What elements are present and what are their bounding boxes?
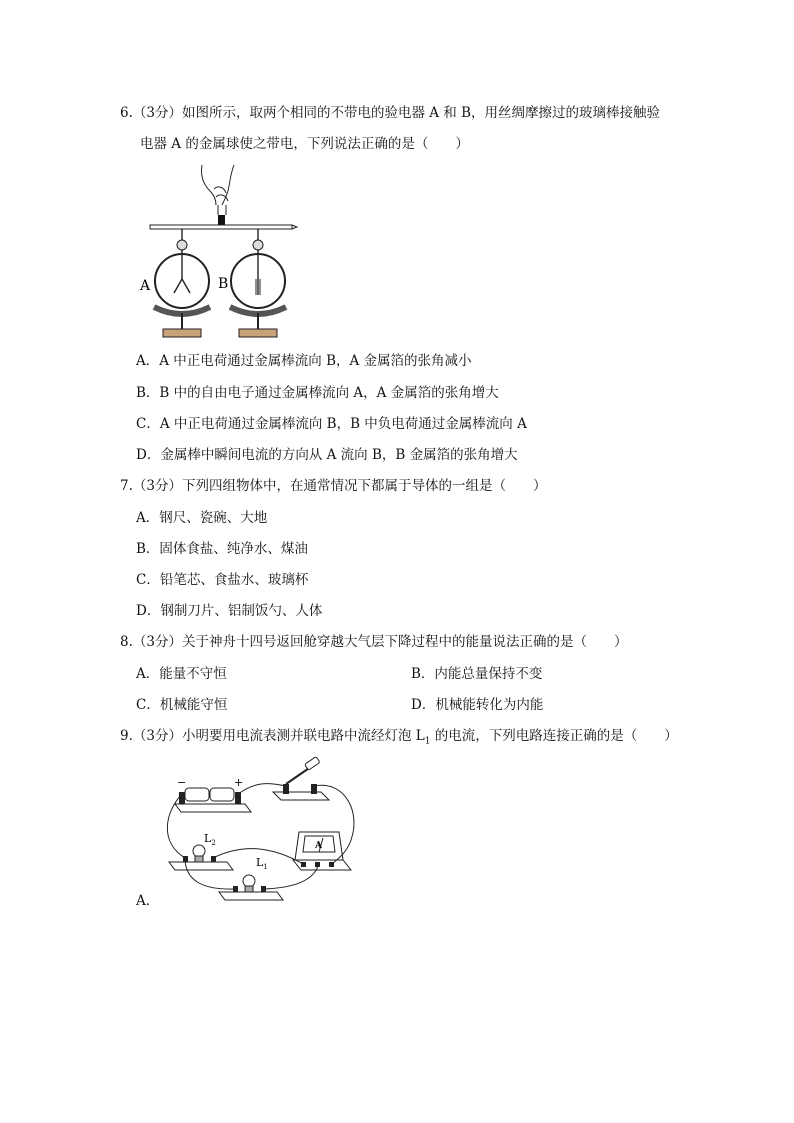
q6-option-b: B．B 中的自由电子通过金属棒流向 A，A 金属箔的张角增大 [136,385,499,401]
hand-drawing [201,165,234,215]
q7-option-b: B．固体食盐、纯净水、煤油 [136,541,308,557]
label-l2: $L_2$ [204,832,216,847]
metal-rod [150,225,292,229]
label-a: A [140,278,151,294]
q9-stem-post: 的电流，下列电路连接正确的是（ ） [430,728,678,744]
electroscope-a [154,229,210,337]
q9-stem [120,727,678,751]
battery-holder [175,788,251,812]
switch [273,757,329,800]
q6-stem-line2: 电器 A 的金属球使之带电，下列说法正确的是（ ） [140,136,469,152]
battery-minus: − [177,776,187,789]
q6-option-c: C．A 中正电荷通过金属棒流向 B，B 中负电荷通过金属棒流向 A [136,416,527,432]
lamp-l2 [169,845,233,870]
q9-stem-sub: 1 [424,736,431,747]
q8-option-b: B．内能总量保持不变 [411,666,543,682]
q7-option-a: A．钢尺、瓷碗、大地 [136,510,268,526]
q6-stem-line1: 6.（3分）如图所示，取两个相同的不带电的验电器 A 和 B，用丝绸摩擦过的玻璃棒接触验 [120,105,661,121]
label-b: B [218,276,229,292]
electroscope-b [230,229,286,337]
q7-stem: 7.（3分）下列四组物体中，在通常情况下都属于导体的一组是（ ） [120,478,547,494]
battery-plus: + [234,776,244,789]
q9-stem-pre: 9.（3分）小明要用电流表测并联电路中流经灯泡 L [120,728,425,744]
q8-stem: 8.（3分）关于神舟十四号返回舱穿越大气层下降过程中的能量说法正确的是（ ） [120,634,628,650]
ammeter [293,832,351,870]
q7-option-c: C．铅笔芯、食盐水、玻璃杯 [136,572,309,588]
q9-option-a-label: A． [136,893,160,909]
q8-option-c: C．机械能守恒 [136,697,228,713]
q6-option-a: A．A 中正电荷通过金属棒流向 B，A 金属箔的张角减小 [136,353,472,369]
label-l1: $L_1$ [256,856,268,871]
ammeter-label: A [315,841,322,851]
lamp-l1 [219,875,283,900]
electroscope-figure [130,163,300,343]
q8-option-a: A．能量不守恒 [136,666,227,682]
q8-option-d: D．机械能转化为内能 [411,697,544,713]
circuit-figure [155,752,370,910]
q7-option-d: D．钢制刀片、铝制饭勺、人体 [136,603,323,619]
q6-option-d: D．金属棒中瞬间电流的方向从 A 流向 B，B 金属箔的张角增大 [136,447,518,463]
